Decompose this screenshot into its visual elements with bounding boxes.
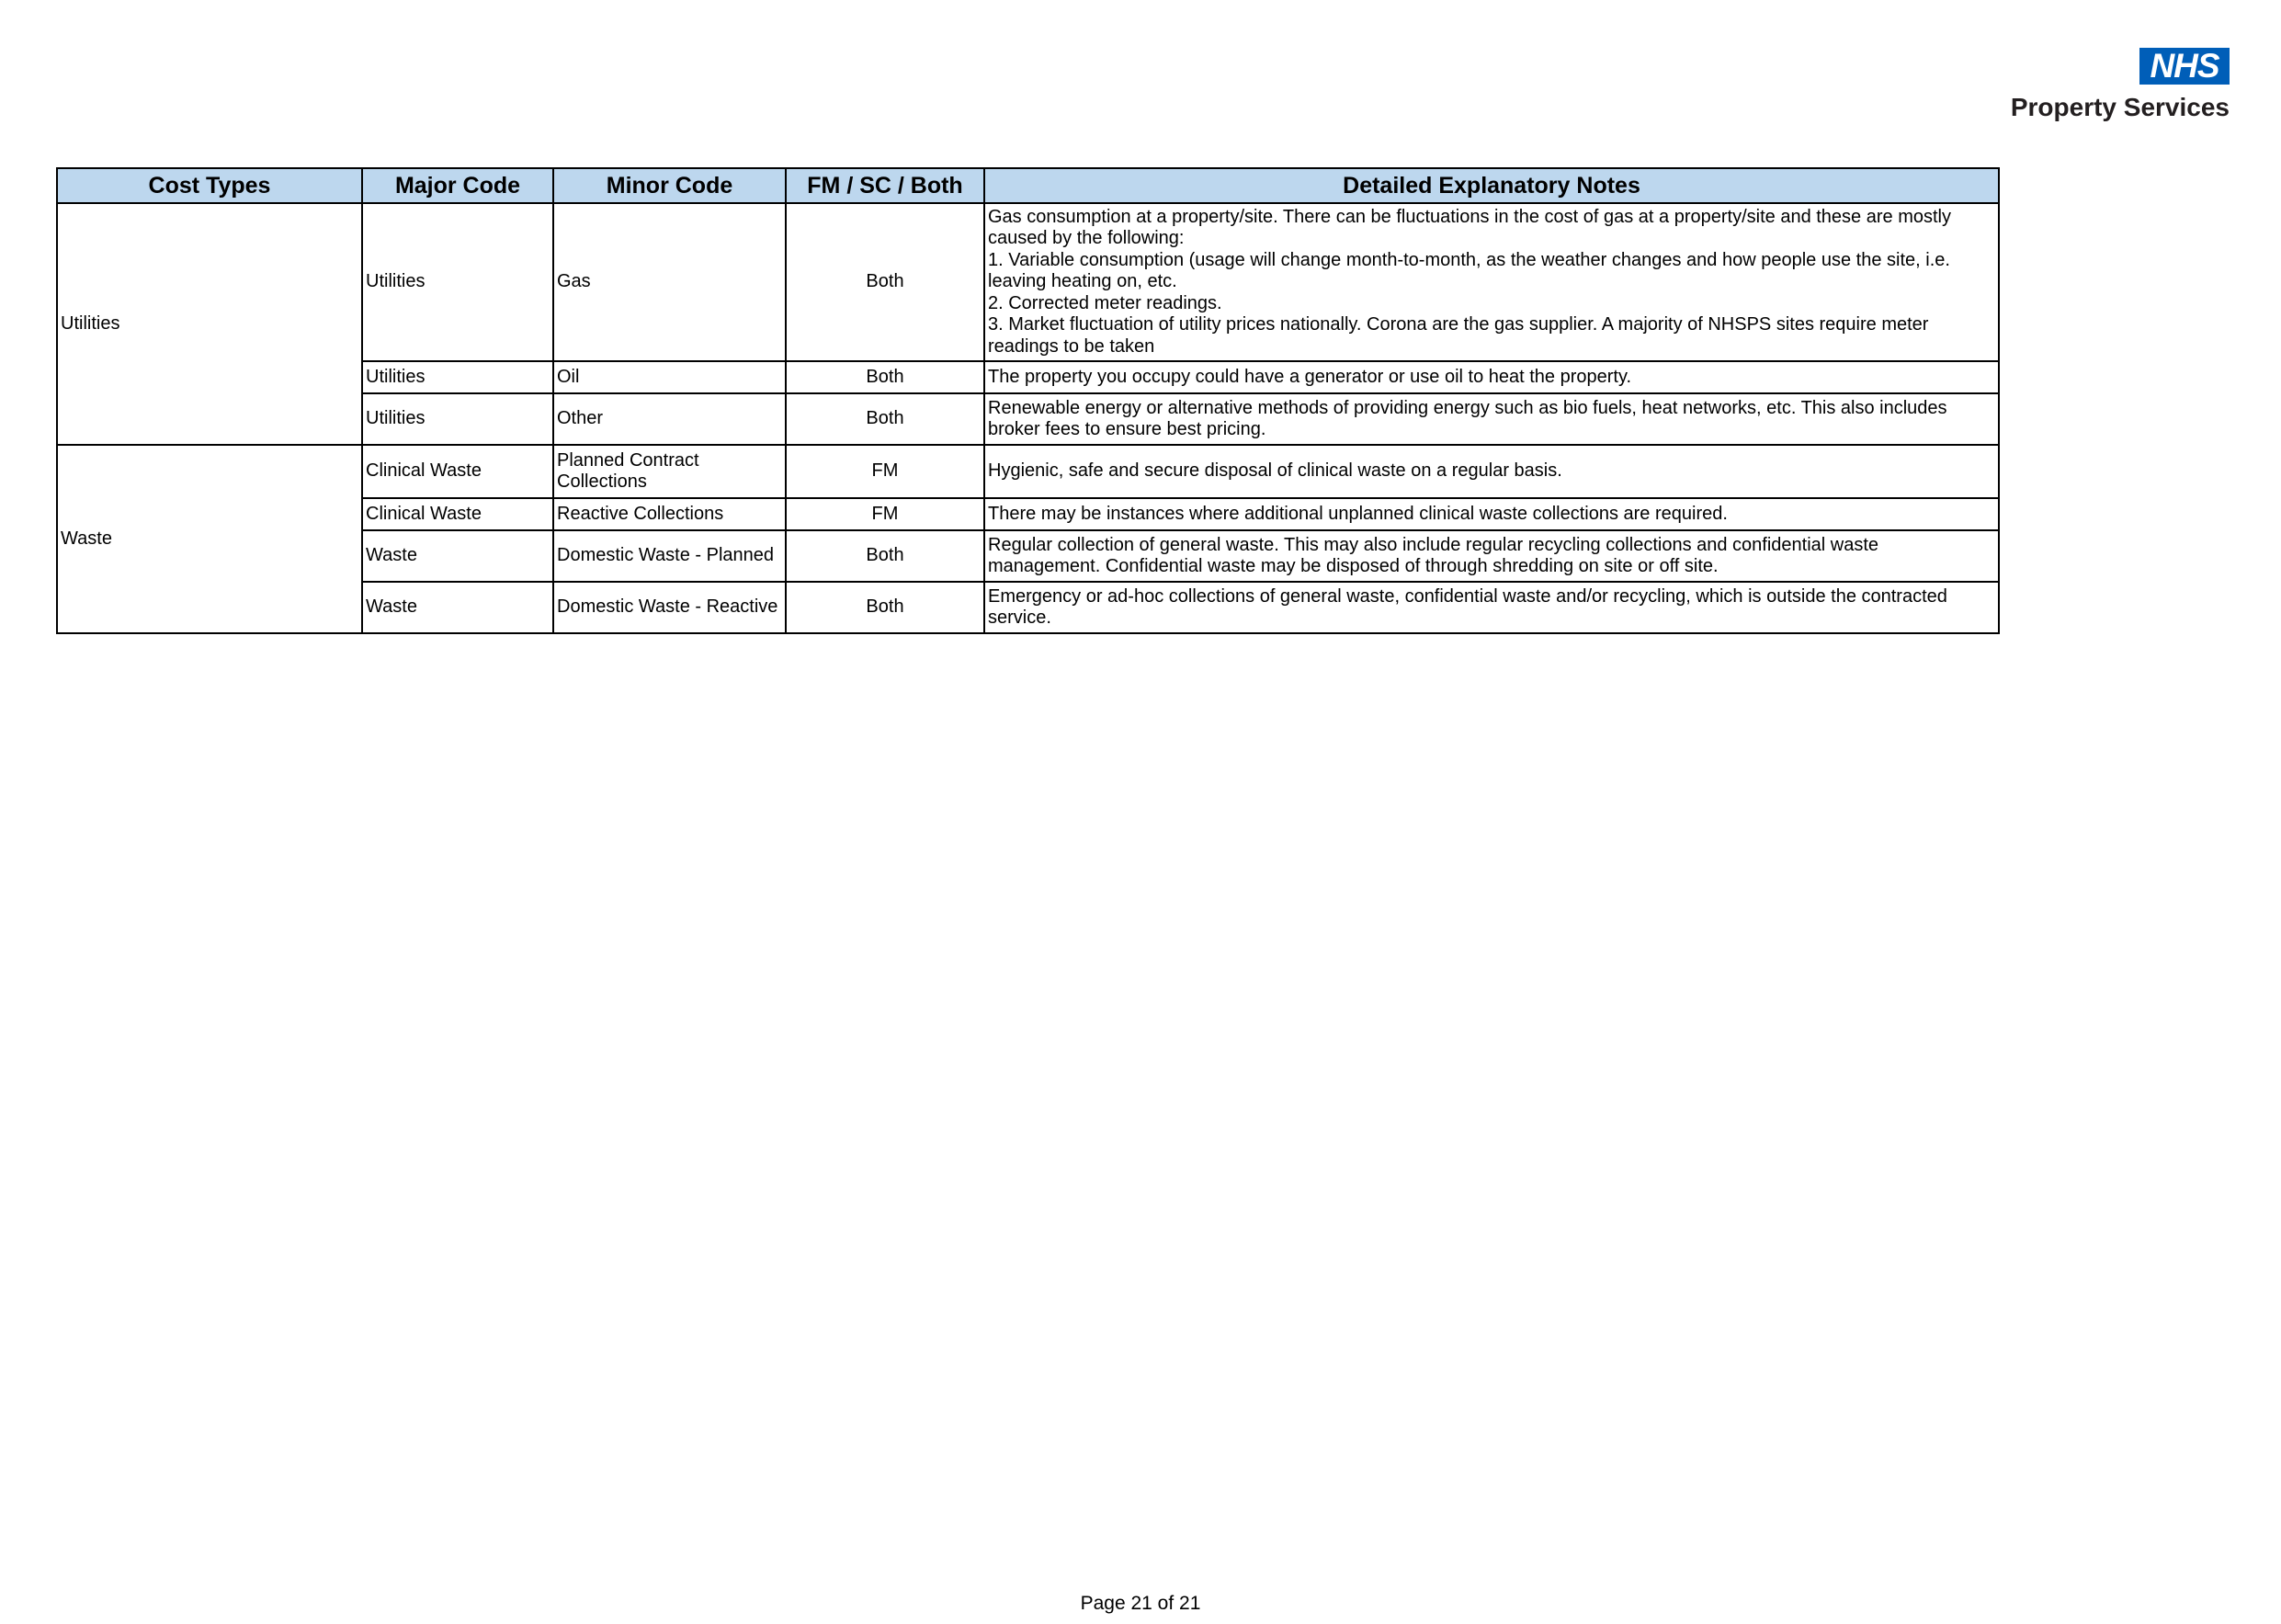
major-code-cell: Utilities (362, 361, 553, 393)
logo-subtitle: Property Services (2010, 93, 2230, 121)
fm-sc-cell: Both (786, 361, 984, 393)
notes-cell (984, 203, 1999, 361)
minor-code-cell: Gas (553, 203, 786, 361)
major-code-cell: Clinical Waste (362, 445, 553, 498)
minor-code-cell: Domestic Waste - Planned (553, 530, 786, 582)
header-major-code: Major Code (362, 168, 553, 203)
cost-type-cell: Utilities (57, 203, 362, 445)
fm-sc-cell: FM (786, 498, 984, 530)
page-number: Page 21 of 21 (1080, 1593, 1201, 1614)
header-fm-sc-both: FM / SC / Both (786, 168, 984, 203)
minor-code-cell: Reactive Collections (553, 498, 786, 530)
fm-sc-cell: Both (786, 530, 984, 582)
fm-sc-cell: FM (786, 445, 984, 498)
major-code-cell: Utilities (362, 393, 553, 445)
nhs-property-services-logo (2010, 47, 2230, 123)
notes-cell: Hygienic, safe and secure disposal of clinical waste on a regular basis. (984, 445, 1999, 498)
table-row (57, 445, 1999, 498)
header-explanatory-notes: Detailed Explanatory Notes (984, 168, 1999, 203)
nhs-logo-mark: NHS (2139, 48, 2230, 85)
fm-sc-cell: Both (786, 203, 984, 361)
cost-type-cell: Waste (57, 445, 362, 633)
header-minor-code: Minor Code (553, 168, 786, 203)
notes-line: Gas consumption at a property/site. There can be fluctuations in the cost of gas at a property/site and these are mostly caused by the following: 1. Variable consumption (usage will change month-to-month, as the weather changes and how people use the site, i.e. leaving heating on, etc. 2. Corrected meter readings. 3. Market fluctuation of utility prices nationally. Corona are the gas supplier. A majority of NHSPS sites require meter readings to be taken (988, 206, 1951, 357)
fm-sc-cell: Both (786, 393, 984, 445)
major-code-cell: Waste (362, 530, 553, 582)
major-code-cell: Utilities (362, 203, 553, 361)
cost-codes-table (56, 167, 2000, 634)
notes-cell: Regular collection of general waste. This may also include regular recycling collections and confidential waste management. Confidential waste may be disposed of through shredding on site or off site. (984, 530, 1999, 582)
minor-code-cell: Oil (553, 361, 786, 393)
table-row (57, 203, 1999, 361)
notes-cell: Renewable energy or alternative methods of providing energy such as bio fuels, heat networks, etc. This also includes broker fees to ensure best pricing. (984, 393, 1999, 445)
major-code-cell: Clinical Waste (362, 498, 553, 530)
table-header-row (57, 168, 1999, 203)
notes-cell: The property you occupy could have a generator or use oil to heat the property. (984, 361, 1999, 393)
minor-code-cell: Other (553, 393, 786, 445)
fm-sc-cell: Both (786, 582, 984, 633)
notes-cell: Emergency or ad-hoc collections of general waste, confidential waste and/or recycling, which is outside the contracted service. (984, 582, 1999, 633)
header-cost-types: Cost Types (57, 168, 362, 203)
minor-code-cell: Domestic Waste - Reactive (553, 582, 786, 633)
notes-cell: There may be instances where additional unplanned clinical waste collections are required. (984, 498, 1999, 530)
major-code-cell: Waste (362, 582, 553, 633)
minor-code-cell: Planned Contract Collections (553, 445, 786, 498)
